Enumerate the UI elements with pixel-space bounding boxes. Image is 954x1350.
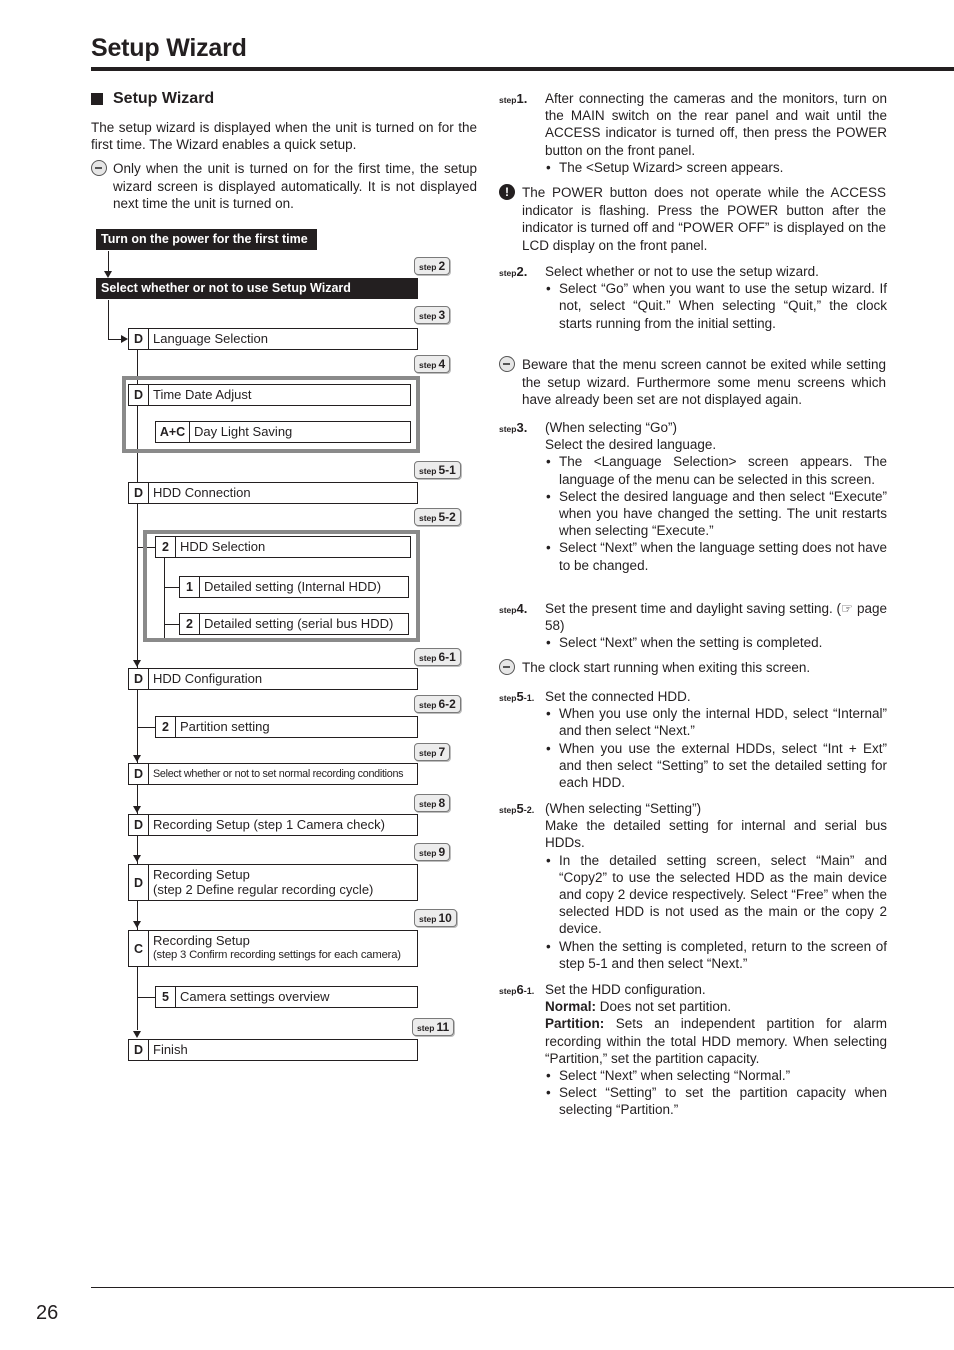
flow-line xyxy=(137,727,155,728)
bullet: • Select “Next” when the language setting does not have to be changed. xyxy=(545,539,887,573)
step-sub: -2. xyxy=(523,805,535,815)
step-4 xyxy=(499,600,887,652)
box-tag: D xyxy=(129,865,149,900)
box-label: Camera settings overview xyxy=(180,989,330,1004)
step-tag-9 xyxy=(414,843,450,861)
step-1-label xyxy=(499,90,527,109)
step-tag-10 xyxy=(414,909,457,927)
step-number: 6-2 xyxy=(438,697,456,711)
step-number: 5 xyxy=(516,801,524,816)
box-tag: D xyxy=(129,669,149,689)
step-word: step xyxy=(499,805,517,815)
step-3 xyxy=(499,419,887,574)
box-tag: D xyxy=(129,1040,149,1060)
box-tag: D xyxy=(129,329,149,349)
box-tag: 5 xyxy=(156,987,176,1007)
box-time-date-adjust xyxy=(128,384,411,406)
box-hdd-connection xyxy=(128,482,418,504)
section-heading-text: Setup Wizard xyxy=(113,90,215,107)
step-word: step xyxy=(499,605,517,615)
note-icon xyxy=(91,160,107,176)
bullet: • When the setting is completed, return to the screen of step 5-1 and then select “Next.” xyxy=(545,938,887,972)
step-tag-11 xyxy=(412,1018,454,1036)
page-reference: (☞ page 58) xyxy=(545,601,887,634)
box-finish xyxy=(128,1039,418,1061)
box-label: Detailed setting (serial bus HDD) xyxy=(204,616,394,631)
step-2-text: Select whether or not to use the setup wizard. xyxy=(545,264,819,279)
step-1 xyxy=(499,90,887,176)
box-label: HDD Connection xyxy=(153,485,251,500)
step-word: step xyxy=(419,466,437,476)
bullet: • The <Language Selection> screen appears. The language of the menu can be selected in this screen. xyxy=(545,453,887,487)
flow-arrow xyxy=(104,271,112,278)
step-5-2-text2: Make the detailed setting for internal and serial bus HDDs. xyxy=(545,818,887,851)
step-tag-5-1 xyxy=(414,461,461,479)
box-partition-setting xyxy=(155,716,418,738)
square-bullet-icon xyxy=(91,93,103,105)
step-word: step xyxy=(419,748,437,758)
step-1-text: After connecting the cameras and the monitors, turn on the MAIN switch on the rear panel and wait until the ACCESS indicator is turned off, then press the POWER button on the front panel. xyxy=(545,91,887,158)
partition-text: Sets an independent partition for alarm recording within the total HDD memory. When selecting “Partition,” set the partition capacity. xyxy=(545,1016,887,1066)
note-text: The clock start running when exiting this screen. xyxy=(522,660,811,675)
bullet: • The <Setup Wizard> screen appears. xyxy=(545,159,887,176)
step-3-label xyxy=(499,419,527,438)
box-label-line1: Recording Setup xyxy=(153,867,250,882)
box-normal-recording xyxy=(128,763,418,785)
step-number: 4. xyxy=(516,601,528,616)
footer-rule xyxy=(91,1287,954,1288)
step-number: 5-1 xyxy=(438,463,456,477)
box-tag: D xyxy=(129,764,149,784)
box-day-light-saving xyxy=(155,421,411,443)
note-first-time xyxy=(113,160,477,213)
step-tag-6-1 xyxy=(414,648,461,666)
box-label-line2: (step 2 Define regular recording cycle) xyxy=(153,882,374,897)
bullet: • Select “Next” when the setting is completed. xyxy=(545,634,887,651)
box-label: Time Date Adjust xyxy=(153,387,252,402)
step-number: 2 xyxy=(438,259,446,273)
normal-label: Normal: xyxy=(545,999,597,1015)
step-number: 8 xyxy=(438,796,446,810)
box-language-selection xyxy=(128,328,418,350)
bullet: • Select “Next” when selecting “Normal.” xyxy=(545,1067,887,1084)
note-icon xyxy=(499,659,515,675)
box-label: HDD Selection xyxy=(180,539,266,554)
warning-text: The POWER button does not operate while the ACCESS indicator is flashing. Press the POWER button after the indicator is turned off and “POWER OFF” is displayed on the LCD display on the front panel. xyxy=(522,185,886,253)
box-label xyxy=(153,933,401,963)
step-word: step xyxy=(499,986,517,996)
flow-arrow xyxy=(133,921,141,928)
step-number: 4 xyxy=(438,357,446,371)
step-6-1-text: Set the HDD configuration. xyxy=(545,982,706,997)
box-label: Partition setting xyxy=(180,719,270,734)
step-word: step xyxy=(419,311,437,321)
step-number: 11 xyxy=(436,1020,450,1034)
note-clock xyxy=(522,659,886,677)
step-tag-7 xyxy=(414,743,450,761)
box-label: Select whether or not to set normal recording conditions xyxy=(153,768,404,780)
step-number: 9 xyxy=(438,845,446,859)
step-number: 6-1 xyxy=(438,650,456,664)
flow-line xyxy=(108,300,109,339)
step-number: 3. xyxy=(516,420,528,435)
warning-power xyxy=(505,184,886,254)
page-number: 26 xyxy=(36,1302,59,1324)
step-word: step xyxy=(419,700,437,710)
step-word: step xyxy=(419,914,437,924)
step-sub: -1. xyxy=(523,986,535,996)
warning-icon: ! xyxy=(499,184,515,200)
intro-paragraph: The setup wizard is displayed when the unit is turned on for the first time. The Wizard enables a quick setup. xyxy=(91,120,477,152)
box-tag: D xyxy=(129,385,149,405)
step-word: step xyxy=(419,360,437,370)
bullet: • Select the desired language and then select “Execute” when you have changed the setting. The unit restarts when selecting “Execute.” xyxy=(545,488,887,540)
step-2 xyxy=(499,263,887,332)
flow-start-bar: Turn on the power for the first time xyxy=(96,229,317,250)
step-word: step xyxy=(499,268,517,278)
step-4-label xyxy=(499,600,527,619)
box-label: Finish xyxy=(153,1042,188,1057)
box-tag: 2 xyxy=(156,537,176,557)
step-6-1 xyxy=(499,981,887,1119)
step-tag-5-2 xyxy=(414,508,461,526)
flow-arrow xyxy=(133,855,141,862)
step-word: step xyxy=(419,513,437,523)
step-word: step xyxy=(419,799,437,809)
box-tag: D xyxy=(129,483,149,503)
box-label-line1: Recording Setup xyxy=(153,933,250,948)
flow-select-bar: Select whether or not to use Setup Wizard xyxy=(96,278,418,299)
box-hdd-configuration xyxy=(128,668,418,690)
box-camera-overview xyxy=(155,986,418,1008)
step-number: 6 xyxy=(516,982,524,997)
step-5-1-label xyxy=(499,688,534,707)
normal-desc xyxy=(545,998,887,1015)
flow-arrow xyxy=(121,335,128,343)
box-detail-serial xyxy=(179,613,409,635)
box-label: Day Light Saving xyxy=(194,424,293,439)
box-detail-internal xyxy=(179,576,409,598)
title-rule xyxy=(91,67,954,71)
box-recording-step3 xyxy=(128,930,418,967)
box-tag: 1 xyxy=(180,577,200,597)
step-number: 3 xyxy=(438,308,446,322)
step-word: step xyxy=(499,693,517,703)
step-3-text2: Select the desired language. xyxy=(545,437,717,453)
bullet: • When you use only the internal HDD, select “Internal” and then select “Next.” xyxy=(545,705,887,739)
box-recording-step2 xyxy=(128,864,418,901)
step-5-2-label xyxy=(499,800,534,819)
partition-label: Partition: xyxy=(545,1016,605,1032)
step-word: step xyxy=(499,424,517,434)
flow-arrow xyxy=(133,755,141,762)
step-2-label xyxy=(499,263,527,282)
step-number: 7 xyxy=(438,745,446,759)
box-label xyxy=(153,867,373,897)
bullet: • When you use the external HDDs, select “Int + Ext” and then select “Setting” to set the detailed setting for each HDD. xyxy=(545,740,887,792)
normal-text: Does not set partition. xyxy=(596,999,732,1015)
note-first-time-text: Only when the unit is turned on for the first time, the setup wizard screen is displayed automatically. It is not displayed next time the unit is turned on. xyxy=(113,161,477,211)
note-icon xyxy=(499,356,515,372)
step-5-2-text1: (When selecting “Setting”) xyxy=(545,801,702,816)
step-number: 2. xyxy=(516,264,528,279)
box-tag: 2 xyxy=(156,717,176,737)
box-tag: C xyxy=(129,931,149,966)
box-label-line2: (step 3 Confirm recording settings for each camera) xyxy=(153,949,401,961)
note-menu-screen xyxy=(522,356,886,409)
flow-line xyxy=(108,339,122,340)
step-number: 10 xyxy=(438,911,452,925)
step-5-2 xyxy=(499,800,887,972)
flow-arrow xyxy=(133,1031,141,1038)
step-6-1-label xyxy=(499,981,534,1000)
box-label: Detailed setting (Internal HDD) xyxy=(204,579,382,594)
section-heading xyxy=(91,90,214,108)
step-sub: -1. xyxy=(523,693,535,703)
step-word: step xyxy=(499,95,517,105)
bullet: • Select “Setting” to set the partition capacity when selecting “Partition.” xyxy=(545,1084,887,1118)
step-tag-2 xyxy=(414,257,450,275)
bullet: • In the detailed setting screen, select “Main” and “Copy2” to use the selected HDD as the main device and copy 2 device respectively. Select “Free” when the selected HDD is not used as the main or the copy 2 device. xyxy=(545,852,887,938)
step-word: step xyxy=(419,848,437,858)
step-5-1 xyxy=(499,688,887,791)
box-hdd-selection xyxy=(155,536,411,558)
flow-arrow xyxy=(133,806,141,813)
step-tag-8 xyxy=(414,794,450,812)
box-tag: D xyxy=(129,815,149,835)
step-word: step xyxy=(417,1023,435,1033)
step-4-text: Set the present time and daylight saving setting. xyxy=(545,601,833,616)
step-number: 5-2 xyxy=(438,510,456,524)
flow-arrow xyxy=(133,660,141,667)
box-label: Recording Setup (step 1 Camera check) xyxy=(153,817,385,832)
note-text: Beware that the menu screen cannot be exited while setting the setup wizard. Furthermore some menu screens which have already been set are not displayed again. xyxy=(522,357,886,407)
step-3-text1: (When selecting “Go”) xyxy=(545,420,678,435)
box-label: Language Selection xyxy=(153,331,268,346)
box-tag: 2 xyxy=(180,614,200,634)
box-tag: A+C xyxy=(156,422,190,442)
box-label: HDD Configuration xyxy=(153,671,263,686)
step-5-1-text: Set the connected HDD. xyxy=(545,689,691,704)
partition-desc xyxy=(545,1015,887,1067)
step-number: 1. xyxy=(516,91,528,106)
box-recording-step1 xyxy=(128,814,418,836)
flow-line xyxy=(108,251,109,271)
step-number: 5 xyxy=(516,689,524,704)
flow-line xyxy=(137,997,155,998)
step-word: step xyxy=(419,653,437,663)
step-tag-4 xyxy=(414,355,450,373)
bullet: • Select “Go” when you want to use the setup wizard. If not, select “Quit.” When selecting “Quit,” the clock starts running from the initial setting. xyxy=(545,280,887,332)
step-tag-6-2 xyxy=(414,695,461,713)
page-title: Setup Wizard xyxy=(91,34,247,62)
step-tag-3 xyxy=(414,306,450,324)
step-word: step xyxy=(419,262,437,272)
